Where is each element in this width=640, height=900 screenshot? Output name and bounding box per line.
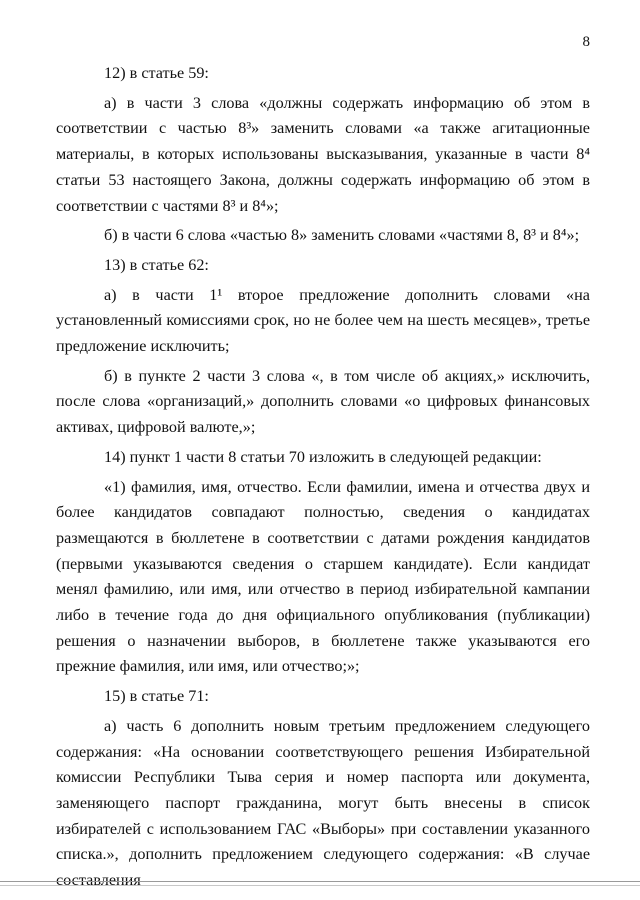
paragraph-article-59-heading: 12) в статье 59: [104, 64, 209, 82]
document-body [56, 61, 590, 894]
scan-edge-line-secondary [0, 885, 640, 886]
scan-edge-line [0, 881, 640, 882]
paragraph-article-71-a: а) часть 6 дополнить новым третьим предложением следующего содержания: «На основании соответствующего решения Избирательной комиссии Республики Тыва серия и номер паспорта или документа, заменяющего паспорт гражданина, могут быть внесены в список избирателей с использованием ГАС «Выборы» при составлении указанного списка.», дополнить предложением следующего содержания: «В случае составления [56, 716, 590, 890]
paragraph-article-62-a: а) в части 1¹ второе предложение дополнить словами «на установленный комиссиями срок, но не более чем на шесть месяцев», третье предложение исключить; [56, 285, 590, 356]
paragraph-article-71-heading: 15) в статье 71: [104, 687, 209, 706]
paragraph-article-62-b: б) в пункте 2 части 3 слова «, в том числе об акциях,» исключить, после слова «организаций,» дополнить словами «о цифровых финансовых активах, цифровой валюте,»; [56, 366, 590, 437]
paragraph-article-59-b: б) в части 6 слова «частью 8» заменить словами «частями 8, 8³ и 8⁴»; [104, 226, 580, 245]
paragraph-article-62-heading: 13) в статье 62: [104, 255, 209, 274]
paragraph-article-70-heading: 14) пункт 1 части 8 статьи 70 изложить в следующей редакции: [104, 447, 542, 466]
paragraph-article-59-a: а) в части 3 слова «должны содержать информацию об этом в соответствии с частью 8³» заменить словами «а также агитационные материалы, в которых использованы высказывания, указанные в части 8⁴ статьи 53 настоящего Закона, должны содержать информацию об этом в соответствии с частями 8³ и 8⁴»; [56, 93, 590, 215]
paragraph-article-70-text: «1) фамилия, имя, отчество. Если фамилии, имена и отчества двух и более кандидатов совпадают полностью, сведения о кандидатах размещаются в бюллетене в соответствии с датами рождения кандидатов (первыми указываются сведения о старшем кандидате). Если кандидат менял фамилию, или имя, или отчество в период избирательной кампании либо в течение года до дня официального опубликования (публикации) решения о назначении выборов, в бюллетене также указываются его прежние фамилия, или имя, или отчество;»; [56, 477, 590, 676]
page-number: 8 [582, 34, 590, 50]
